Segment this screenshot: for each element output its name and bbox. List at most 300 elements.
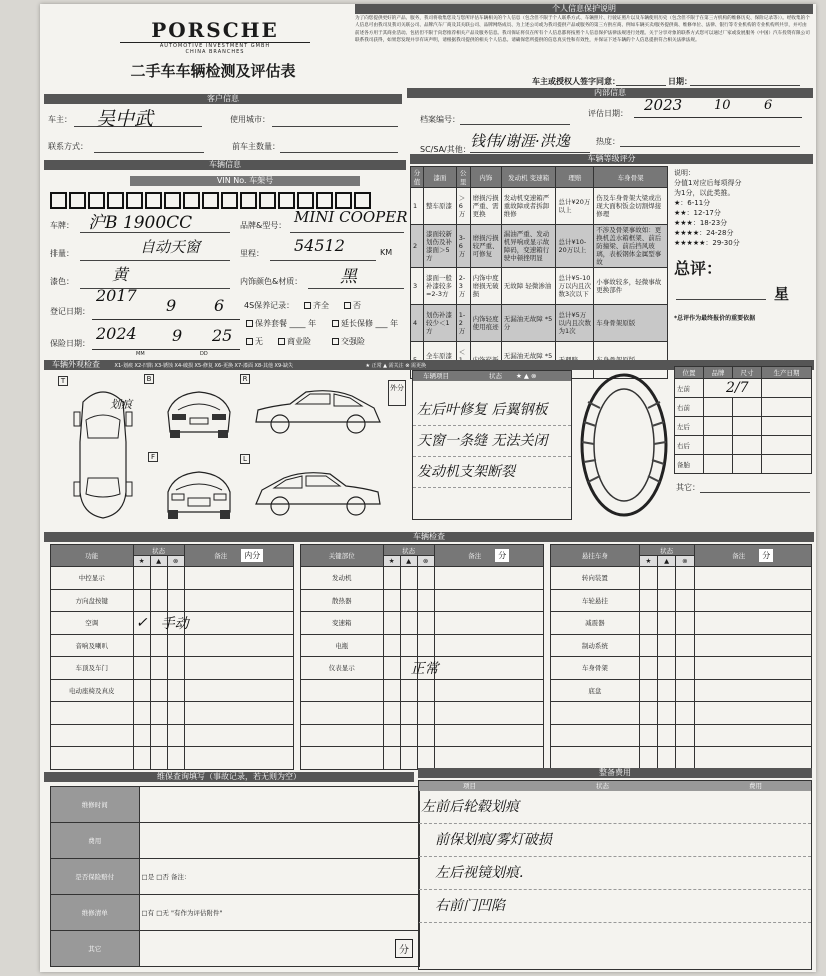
inspection-status-cell[interactable]: [400, 567, 417, 590]
inspection-column-title: 关键部位: [301, 545, 384, 567]
inspection-item-label: 减震器: [551, 612, 640, 635]
grade-header-cell: 车身骨架: [594, 167, 668, 188]
inspection-status-cell[interactable]: [417, 612, 434, 635]
grade-cell: 漏油严重、发动机异响或显示故障码，变速箱行驶中顿挫明显: [501, 225, 556, 268]
inspection-row: [51, 612, 294, 635]
grade-cell: 漆面一般补漆较多=2-3方: [423, 268, 456, 305]
tire-brand-cell: [704, 455, 733, 474]
tire-date-cell: [762, 417, 812, 436]
inspection-status-cell[interactable]: [658, 724, 676, 747]
inspection-status-cell[interactable]: [639, 567, 657, 590]
inspection-table: [50, 544, 294, 770]
grade-cell: 无漏油无故障 *5: [501, 342, 556, 379]
inspection-status-cell[interactable]: [417, 702, 434, 725]
tire-brand-cell: [704, 379, 762, 398]
inspection-remark-cell[interactable]: [184, 657, 293, 680]
tire-date-cell: [762, 398, 812, 417]
inspection-remark-cell[interactable]: [184, 567, 293, 590]
inspection-status-cell[interactable]: [133, 657, 150, 680]
inspection-section-bar: 车辆检查: [44, 532, 814, 542]
inspection-row: [551, 747, 812, 770]
inspection-status-cell[interactable]: [676, 589, 694, 612]
inspection-status-cell[interactable]: [676, 657, 694, 680]
status-symbol-header: ★: [383, 556, 400, 567]
inspection-score-box: 分: [759, 549, 773, 562]
inspection-status-cell[interactable]: [417, 679, 434, 702]
inspection-status-cell[interactable]: [133, 679, 150, 702]
maintenance-row-value[interactable]: [139, 823, 419, 859]
inspection-item-label: [301, 679, 384, 702]
inspection-status-cell[interactable]: [676, 747, 694, 770]
inspection-row: [551, 657, 812, 680]
heat-label: 热度：: [596, 137, 620, 146]
brand-logo: PORSCHE: [120, 18, 310, 43]
inspection-remark-cell[interactable]: [694, 679, 811, 702]
grade-notes-title: 说明：: [674, 169, 695, 177]
grade-note-line: 为1分，以此类推。: [674, 189, 735, 197]
grade-cell: 无漏油无故障 *5分: [501, 305, 556, 342]
inspection-item-label: 电动座椅及真皮: [51, 679, 134, 702]
inspection-status-cell[interactable]: [400, 679, 417, 702]
owner-value: 吴中武: [96, 108, 154, 130]
internal-section-bar: 内部信息: [407, 88, 813, 98]
grade-notes: [674, 168, 810, 322]
repair-item-line: 左后视镜划痕.: [419, 857, 811, 890]
inspection-table: [300, 544, 544, 770]
insurance-date-month: 9: [172, 326, 183, 345]
tire-value: 2/7: [726, 380, 749, 396]
exterior-remark-line: 左后叶修复 后翼钢板: [413, 395, 571, 426]
grade-table: [410, 166, 668, 379]
inspection-item-label: 空调: [51, 612, 134, 635]
inspection-row: [551, 724, 812, 747]
inspection-status-cell[interactable]: [383, 702, 400, 725]
inspection-item-label: 车轮悬挂: [551, 589, 640, 612]
inspection-remark-cell[interactable]: [694, 589, 811, 612]
tire-row: [675, 436, 812, 455]
inspection-remark-value: 手动: [160, 615, 189, 632]
inspection-status-cell[interactable]: [417, 747, 434, 770]
inspection-remark-cell[interactable]: [434, 567, 543, 590]
view-front-marker: F: [148, 452, 158, 462]
tire-row: [675, 379, 812, 398]
maint-none-checkbox[interactable]: □无: [156, 909, 171, 917]
key-parts-check-column: [300, 544, 544, 770]
inspection-item-label: 音响及喇叭: [51, 634, 134, 657]
inspection-item-label: [301, 747, 384, 770]
inspection-score-box: 分: [495, 549, 509, 562]
inspection-status-cell[interactable]: [167, 634, 184, 657]
grade-cell: 车身骨架原版: [594, 305, 668, 342]
tire-position: 左后: [675, 417, 704, 436]
dd-label: DD: [200, 351, 208, 357]
inspection-row: [551, 634, 812, 657]
inspection-status-cell[interactable]: [383, 679, 400, 702]
inspection-remark-cell[interactable]: [184, 724, 293, 747]
inspection-remark-cell[interactable]: [184, 679, 293, 702]
inspection-status-cell[interactable]: [400, 702, 417, 725]
inspection-status-cell[interactable]: [400, 724, 417, 747]
inspection-item-label: [51, 724, 134, 747]
inspection-status-cell[interactable]: [383, 567, 400, 590]
tire-row: [675, 398, 812, 417]
inspection-status-cell[interactable]: [400, 634, 417, 657]
grade-note-line: 分值1对应后每项得分: [674, 179, 742, 187]
inspection-status-cell[interactable]: [383, 612, 400, 635]
inspection-remark-cell[interactable]: [694, 702, 811, 725]
inspection-remark-header: 备注 分: [694, 545, 811, 567]
inspection-row: [301, 612, 544, 635]
inspection-status-cell[interactable]: [676, 679, 694, 702]
inspection-status-cell[interactable]: [383, 634, 400, 657]
tire-row: [675, 455, 812, 474]
inspection-status-cell[interactable]: [167, 657, 184, 680]
grade-header-cell: 漆面: [423, 167, 456, 188]
brand-subtitle-2: CHINA BRANCHES: [185, 49, 245, 55]
maintenance-table: [50, 786, 420, 967]
grade-cell: 2: [411, 225, 424, 268]
inspection-row: [51, 702, 294, 725]
model-label: 品牌&型号：: [240, 221, 287, 230]
inspection-remark-cell[interactable]: [694, 612, 811, 635]
inspection-item-label: [551, 724, 640, 747]
insurance-date-year: 2024: [96, 324, 137, 343]
maint-no-checkbox[interactable]: □否: [156, 873, 171, 881]
inspection-status-cell[interactable]: [133, 612, 150, 635]
maintenance-row-label: 维修时间: [51, 787, 140, 823]
grade-cell: 磨损污损严重、需更换: [470, 188, 501, 225]
inspection-status-cell[interactable]: [133, 724, 150, 747]
sc-value: 钱伟/谢涯·洪逸: [470, 132, 570, 150]
eval-date-field: [634, 98, 802, 118]
mileage-label: 里程：: [240, 249, 264, 258]
inspection-form-sheet: [40, 4, 816, 972]
inspection-row: [301, 679, 544, 702]
inspection-status-cell[interactable]: [658, 567, 676, 590]
inspection-status-cell[interactable]: [167, 589, 184, 612]
grade-cell: 1: [411, 188, 424, 225]
maint-has-checkbox[interactable]: □有: [141, 909, 157, 917]
grade-cell: 4: [411, 305, 424, 342]
plate-value: 沪B 1900CC: [88, 213, 193, 233]
inspection-row: [301, 657, 544, 680]
repair-cost-box: [418, 780, 812, 970]
status-symbol-header: ⊗: [417, 556, 434, 567]
inspection-column-title: 功能: [51, 545, 134, 567]
exterior-damage-legend: X1-划痕 X2-凹陷 X3-锈蚀 X4-破损 X5-修复 X6-更换 X7-漆面 X8-其他 X9-缺失: [114, 363, 293, 369]
inspection-status-cell[interactable]: [639, 747, 657, 770]
grade-cell: 整车原漆: [423, 188, 456, 225]
reg-date-label: 登记日期：: [50, 307, 90, 316]
tire-position: 右后: [675, 436, 704, 455]
inspection-score-box: 内分: [241, 549, 263, 562]
maintenance-row: [51, 823, 420, 859]
inspection-remark-cell[interactable]: [694, 747, 811, 770]
tire-date-cell: [762, 455, 812, 474]
inspection-remark-cell[interactable]: [434, 679, 543, 702]
inspection-status-cell[interactable]: [383, 724, 400, 747]
inspection-status-cell[interactable]: [167, 679, 184, 702]
inspection-status-cell[interactable]: [639, 612, 657, 635]
grade-cell: ＞6万: [456, 188, 470, 225]
repair-section-bar: 整备费用: [418, 768, 812, 778]
inspection-status-cell[interactable]: [658, 589, 676, 612]
grade-row: [411, 268, 668, 305]
insurance-none-checkbox[interactable]: 无: [244, 336, 263, 347]
grade-cell: 总计¥10-20万以上: [556, 225, 594, 268]
inspection-status-cell[interactable]: [639, 724, 657, 747]
inspection-status-cell[interactable]: [639, 702, 657, 725]
repair-item-line: 左前后轮毂划痕: [419, 791, 811, 824]
inspection-column-title: 悬挂车身: [551, 545, 640, 567]
inspection-status-cell[interactable]: [383, 657, 400, 680]
tire-row: [675, 417, 812, 436]
inspection-status-cell[interactable]: [417, 589, 434, 612]
mileage-unit: KM: [380, 248, 393, 257]
grade-row: [411, 188, 668, 225]
inspection-status-cell[interactable]: [639, 589, 657, 612]
tire-size-cell: [733, 436, 762, 455]
maintenance-row-value[interactable]: [139, 859, 419, 895]
inspection-status-cell[interactable]: [639, 634, 657, 657]
grade-cell: 发动机变速箱严重故障或者拆卸维修: [501, 188, 556, 225]
inspection-status-cell[interactable]: [676, 702, 694, 725]
tire-date-cell: [762, 436, 812, 455]
inspection-item-label: 变速箱: [301, 612, 384, 635]
inspection-item-label: 仪表显示: [301, 657, 384, 680]
inspection-status-cell[interactable]: [658, 634, 676, 657]
inspection-row: [51, 657, 294, 680]
inspection-status-cell[interactable]: [167, 702, 184, 725]
privacy-section-bar: 个人信息保护说明: [355, 4, 813, 14]
inspection-status-cell[interactable]: [658, 747, 676, 770]
tire-size-cell: [733, 398, 762, 417]
maintenance-row: [51, 931, 420, 967]
eval-date-year: 2023: [644, 96, 683, 114]
inspection-status-cell[interactable]: [133, 634, 150, 657]
inspection-row: [551, 612, 812, 635]
eval-date-month: 10: [714, 98, 731, 113]
inspection-status-cell[interactable]: [658, 612, 676, 635]
inspection-status-cell[interactable]: [167, 724, 184, 747]
star-label: 星: [774, 285, 790, 303]
inspection-status-cell[interactable]: [383, 589, 400, 612]
tire-position: 右前: [675, 398, 704, 417]
service-none-checkbox[interactable]: 否: [342, 300, 361, 311]
inspection-item-label: 中控显示: [51, 567, 134, 590]
grade-cell: 漆面较新划伤及补漆面＞5方: [423, 225, 456, 268]
inspection-status-cell[interactable]: [639, 679, 657, 702]
brand-subtitle: AUTOMOTIVE INVESTMENT GMBH: [159, 43, 271, 49]
inspection-status-cell[interactable]: [639, 657, 657, 680]
inspection-status-cell[interactable]: [150, 724, 167, 747]
inspection-status-cell[interactable]: [400, 589, 417, 612]
inspection-status-cell[interactable]: [658, 702, 676, 725]
inspection-item-label: [51, 747, 134, 770]
inspection-status-cell[interactable]: [150, 567, 167, 590]
grade-cell: 全车原漆: [423, 342, 456, 379]
inspection-status-cell[interactable]: [417, 724, 434, 747]
exterior-remark-line: 发动机支架断裂: [413, 457, 571, 488]
maintenance-row-value[interactable]: [139, 931, 419, 967]
inspection-remark-cell[interactable]: [694, 567, 811, 590]
inspection-item-label: [551, 747, 640, 770]
mm-label: MM: [136, 351, 145, 357]
inspection-status-cell[interactable]: [676, 567, 694, 590]
inspection-status-cell[interactable]: [417, 634, 434, 657]
inspection-status-cell[interactable]: [150, 679, 167, 702]
inspection-row: [301, 724, 544, 747]
tire-position: 左前: [675, 379, 704, 398]
inspection-status-cell[interactable]: [658, 657, 676, 680]
maint-yes-checkbox[interactable]: □是: [141, 873, 157, 881]
status-symbol-header: ★: [133, 556, 150, 567]
damage-note-mark: 划痕: [110, 398, 132, 411]
plate-label: 车牌：: [50, 221, 74, 230]
brand-block: [120, 18, 310, 55]
inspection-remark-cell[interactable]: [434, 747, 543, 770]
inspection-remark-cell[interactable]: [160, 612, 293, 635]
reg-date-month: 9: [166, 296, 177, 315]
grade-cell: 总计¥5万以内且次数为1次: [556, 305, 594, 342]
inspection-status-cell[interactable]: [150, 634, 167, 657]
eval-date-label: 评估日期：: [588, 109, 628, 118]
color-value: 黄: [112, 265, 129, 284]
grade-cell: 3: [411, 268, 424, 305]
tire-brand-cell: [704, 417, 733, 436]
inspection-remark-cell[interactable]: [434, 612, 543, 635]
maintenance-row-value[interactable]: [139, 787, 419, 823]
grade-header-cell: 发动机 变速箱: [501, 167, 556, 188]
check-mark-icon: ✓: [135, 614, 148, 631]
grade-header-cell: 内饰: [470, 167, 501, 188]
grade-header-cell: 理赔: [556, 167, 594, 188]
grade-cell: 磨损污损较严重、可修复: [470, 225, 501, 268]
status-symbol-header: ▲: [150, 556, 167, 567]
inspection-remark-cell[interactable]: [410, 657, 543, 680]
inspection-item-label: 车身骨架: [551, 657, 640, 680]
inspection-remark-cell[interactable]: [184, 702, 293, 725]
contact-label: 联系方式：: [48, 142, 88, 151]
car-front-view-diagram: [160, 462, 238, 522]
inspection-remark-cell[interactable]: [184, 589, 293, 612]
inspection-row: [51, 567, 294, 590]
grade-cell: 3-6万: [456, 225, 470, 268]
vehicle-section-bar: 车辆信息: [44, 160, 406, 170]
grade-cell: 内饰中度磨损无破损: [470, 268, 501, 305]
inspection-row: [301, 589, 544, 612]
tire-size-cell: [733, 455, 762, 474]
commercial-insurance-checkbox[interactable]: 商业险: [276, 336, 311, 347]
inspection-remark-cell[interactable]: [434, 589, 543, 612]
inspection-status-cell[interactable]: [133, 567, 150, 590]
maintenance-row-value[interactable]: [139, 895, 419, 931]
exterior-remark-line: 天窗一条缝 无法关闭: [413, 426, 571, 457]
inspection-status-cell[interactable]: [150, 702, 167, 725]
maintenance-row-label: 是否保险赔付: [51, 859, 140, 895]
grade-cell: 无故障 轻微渗油: [501, 268, 556, 305]
maintenance-section-bar: 维保查询填写（事故记录，若无则为空）: [44, 772, 414, 782]
inspection-item-label: 散热器: [301, 589, 384, 612]
sign-label: 车主或授权人签字同意：: [532, 77, 620, 86]
inspection-remark-cell[interactable]: [694, 657, 811, 680]
inspection-remark-cell[interactable]: [434, 702, 543, 725]
inspection-status-cell[interactable]: [150, 747, 167, 770]
inspection-status-cell[interactable]: [676, 634, 694, 657]
service-full-checkbox[interactable]: 齐全: [302, 300, 329, 311]
tire-header-cell: 品牌: [704, 367, 733, 379]
inspection-status-cell[interactable]: [400, 612, 417, 635]
grade-note-line: ★★★：18-23分: [674, 219, 728, 227]
inspection-row: [301, 567, 544, 590]
inspection-item-label: 方向盘按键: [51, 589, 134, 612]
compulsory-insurance-checkbox[interactable]: 交强险: [330, 336, 365, 347]
extended-warranty-checkbox[interactable]: 延长保修 ___ 年: [330, 318, 398, 329]
inspection-row: [301, 702, 544, 725]
inspection-row: [551, 567, 812, 590]
grade-cell: 划伤补漆较少＜1方: [423, 305, 456, 342]
inspection-row: [51, 724, 294, 747]
total-score-footnote: *总评作为最终报价的重要依据: [674, 315, 756, 322]
car-rear-view-diagram: [160, 384, 238, 440]
grade-row: [411, 305, 668, 342]
maintenance-score-box: 分: [395, 939, 413, 958]
exterior-status-legend: ★ 正常 ▲ 需关注 ⊗ 需更换: [365, 363, 426, 369]
inspection-item-label: 车顶及车门: [51, 657, 134, 680]
tire-brand-cell: [704, 436, 733, 455]
inspection-status-cell[interactable]: [133, 747, 150, 770]
grade-cell: ＜: [456, 342, 470, 379]
tire-brand-cell: [704, 398, 733, 417]
form-title: 二手车车辆检测及评估表: [130, 62, 296, 80]
inspection-status-cell[interactable]: [676, 612, 694, 635]
inspection-item-label: [51, 702, 134, 725]
inspection-status-cell[interactable]: [167, 567, 184, 590]
inspection-status-cell[interactable]: [133, 589, 150, 612]
inspection-status-cell[interactable]: [400, 747, 417, 770]
inspection-status-cell[interactable]: [676, 724, 694, 747]
grade-cell: 总计¥20万以上: [556, 188, 594, 225]
inspection-status-cell[interactable]: [150, 589, 167, 612]
repair-item-line: 右前门凹陷: [419, 890, 811, 923]
inspection-status-cell[interactable]: [383, 747, 400, 770]
inspection-status-cell[interactable]: [417, 567, 434, 590]
repair-header: 项目 状态 费用: [419, 781, 811, 791]
sc-label: SC/SA/其他：: [420, 145, 471, 154]
grade-note-line: ★★★★★：29-30分: [674, 239, 740, 247]
inspection-remark-cell[interactable]: [184, 634, 293, 657]
grade-cell: 伤及车身骨架大梁或出现大面积钣金切割焊接修理: [594, 188, 668, 225]
inspection-status-cell[interactable]: [658, 679, 676, 702]
tire-position: 备胎: [675, 455, 704, 474]
inspection-remark-cell[interactable]: [434, 634, 543, 657]
grade-note-line: ★：6-11分: [674, 199, 711, 207]
privacy-text: 为了向您提供更好的产品、服务，我司将收集您及与您所评估车辆相关的个人信息（包含但不限于个人联系方式、车辆照片、行驶证照片以及车辆使用历史（包含但不限于在第三方机构的维修历史、保险记录等））。经收集的个人信息可由我司及我司关联公司、品牌汽车厂商及其关联公司、品牌网络成员、为上述公司或为我司提供产品或服务的第三方供应商、例如车辆买卖/服务提供商、维修单位、法律、银行等专业机构的专业机构所共享，并可由前述各方用于其商业活动。包括但不限于向您推荐相关产品及服务信息。我司保证将仅在所有个人信息都将按照个人信息保护法律法规进行处理。关于分享对象的联系方式您可以通过厂家或发展服务（中国）汽车投资有限公司联系我司获得，如果您发现并享有该声明，请根据我司提供的相关个人信息。请确保您所提供的信息真实性和有效性，并保证下述车辆的个人信息提供符合相关法律法规。: [355, 16, 810, 44]
inspection-status-cell[interactable]: [133, 702, 150, 725]
model-value: MINI COOPER: [294, 208, 408, 226]
inspection-remark-cell[interactable]: [184, 747, 293, 770]
inspection-remark-cell[interactable]: [434, 724, 543, 747]
inspection-status-cell[interactable]: [167, 747, 184, 770]
inspection-remark-cell[interactable]: [694, 634, 811, 657]
grade-note-line: ★★：12-17分: [674, 209, 721, 217]
tire-header-cell: 位置: [675, 367, 704, 379]
view-right-marker: R: [240, 374, 250, 384]
inspection-status-cell[interactable]: [150, 657, 167, 680]
maintenance-row-label: 维修清单: [51, 895, 140, 931]
warranty-package-checkbox[interactable]: 保养套餐 ____ 年: [244, 318, 316, 329]
inspection-remark-cell[interactable]: [694, 724, 811, 747]
